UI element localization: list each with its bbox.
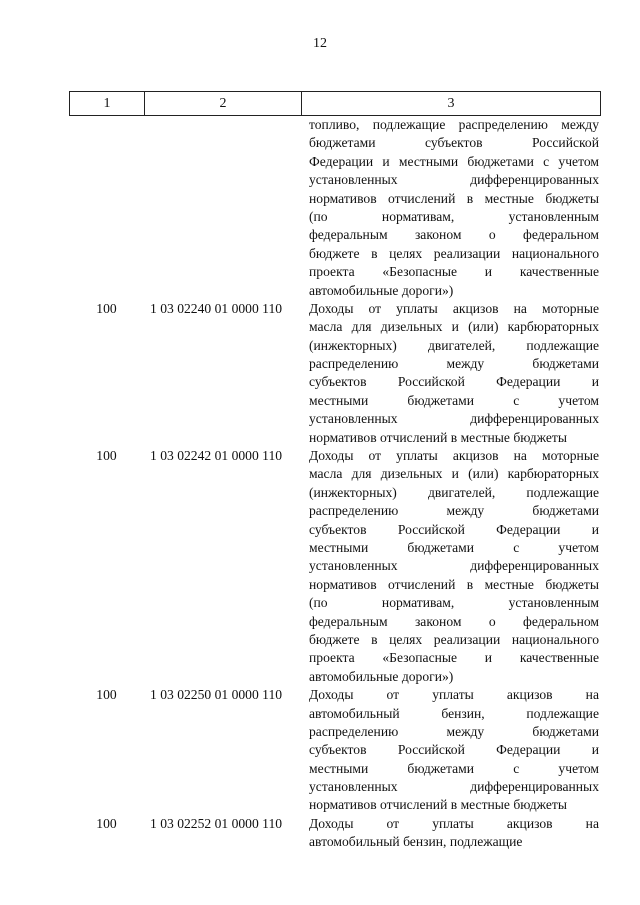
description-line: распределению между бюджетами bbox=[309, 356, 599, 372]
admin-code-cell: 100 bbox=[96, 300, 117, 316]
description-line: проекта «Безопасные и качественные bbox=[309, 264, 599, 280]
description-line: федеральным законом о федеральном bbox=[309, 227, 599, 243]
description-line: бюджете в целях реализации национального bbox=[309, 245, 599, 261]
description-line: автомобильный бензин, подлежащие bbox=[309, 705, 599, 721]
table-row bbox=[69, 815, 601, 852]
description-line: местными бюджетами с учетом bbox=[309, 539, 599, 555]
description-line: установленных дифференцированных bbox=[309, 558, 599, 574]
description-cell bbox=[301, 686, 601, 815]
description-line: Доходы от уплаты акцизов на моторные bbox=[309, 448, 599, 464]
budget-classification-code-cell: 1 03 02250 01 0000 110 bbox=[150, 687, 283, 703]
table-header bbox=[69, 91, 601, 116]
description-line: автомобильные дороги») bbox=[309, 282, 454, 298]
description-line: Доходы от уплаты акцизов на bbox=[309, 687, 599, 703]
description-line: автомобильный бензин, подлежащие bbox=[309, 834, 523, 850]
admin-code-cell: 100 bbox=[96, 448, 117, 464]
description-line: автомобильные дороги») bbox=[309, 668, 454, 684]
description-line: субъектов Российской Федерации и bbox=[309, 521, 599, 537]
header-column-3: 3 bbox=[447, 95, 455, 111]
description-line: Доходы от уплаты акцизов на моторные bbox=[309, 300, 599, 316]
description-line: субъектов Российской Федерации и bbox=[309, 742, 599, 758]
description-line: (инжекторных) двигателей, подлежащие bbox=[309, 337, 599, 353]
page-number: 12 bbox=[313, 36, 327, 51]
description-line: установленных дифференцированных bbox=[309, 411, 599, 427]
description-line: (по нормативам, установленным bbox=[309, 208, 599, 224]
table-row bbox=[69, 116, 601, 300]
description-line: (инжекторных) двигателей, подлежащие bbox=[309, 484, 599, 500]
description-line: масла для дизельных и (или) карбюраторных bbox=[309, 319, 599, 335]
description-cell bbox=[301, 815, 601, 852]
description-line: Доходы от уплаты акцизов на bbox=[309, 815, 599, 831]
description-line: топливо, подлежащие распределению между bbox=[309, 117, 599, 132]
description-line: распределению между бюджетами bbox=[309, 723, 599, 739]
description-line: федеральным законом о федеральном bbox=[309, 613, 599, 629]
description-line: проекта «Безопасные и качественные bbox=[309, 650, 599, 666]
table-row bbox=[69, 686, 601, 815]
header-column-1: 1 bbox=[70, 92, 145, 115]
description-line: установленных дифференцированных bbox=[309, 779, 599, 795]
description-line: нормативов отчислений в местные бюджеты bbox=[309, 429, 567, 445]
description-line: масла для дизельных и (или) карбюраторных bbox=[309, 466, 599, 482]
description-line: нормативов отчислений в местные бюджеты bbox=[309, 190, 599, 206]
budget-classification-code-cell: 1 03 02252 01 0000 110 bbox=[150, 815, 283, 831]
description-line: местными бюджетами с учетом bbox=[309, 392, 599, 408]
admin-code-cell: 100 bbox=[96, 815, 117, 831]
description-line: бюджете в целях реализации национального bbox=[309, 631, 599, 647]
description-line: субъектов Российской Федерации и bbox=[309, 374, 599, 390]
budget-classification-code-cell: 1 03 02240 01 0000 110 bbox=[150, 300, 283, 316]
description-line: установленных дифференцированных bbox=[309, 172, 599, 188]
description-cell bbox=[301, 116, 601, 300]
description-cell bbox=[301, 447, 601, 686]
budget-classification-code-cell: 1 03 02242 01 0000 110 bbox=[150, 448, 283, 464]
description-cell bbox=[301, 300, 601, 447]
table-row bbox=[69, 300, 601, 447]
header-column-2: 2 bbox=[145, 92, 302, 115]
description-line: нормативов отчислений в местные бюджеты bbox=[309, 576, 599, 592]
description-line: нормативов отчислений в местные бюджеты bbox=[309, 797, 567, 813]
table-row bbox=[69, 447, 601, 686]
table-body bbox=[69, 116, 601, 852]
description-line: распределению между бюджетами bbox=[309, 503, 599, 519]
description-line: Федерации и местными бюджетами с учетом bbox=[309, 153, 599, 169]
admin-code-cell: 100 bbox=[96, 687, 117, 703]
description-line: бюджетами субъектов Российской bbox=[309, 135, 599, 151]
description-line: (по нормативам, установленным bbox=[309, 595, 599, 611]
description-line: местными бюджетами с учетом bbox=[309, 760, 599, 776]
